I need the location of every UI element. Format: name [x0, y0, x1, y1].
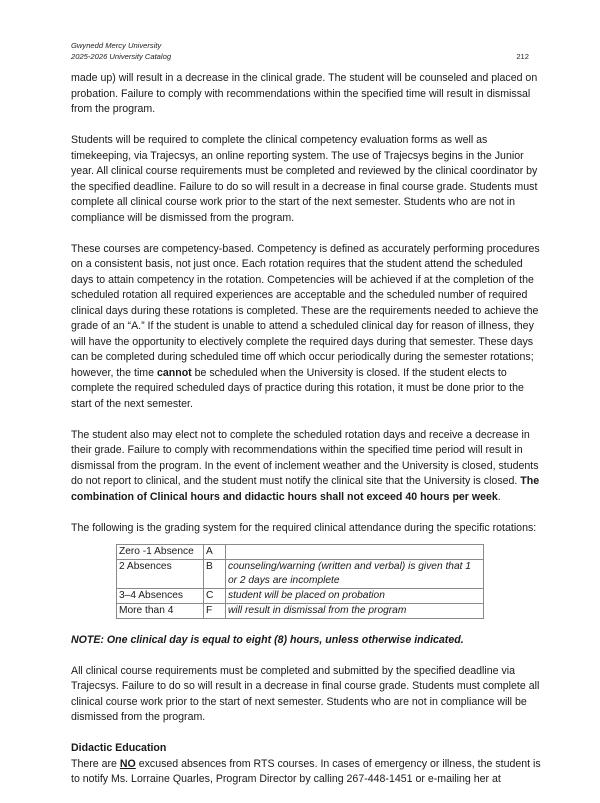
- grading-table-row: [117, 545, 484, 560]
- paragraph-requirements: All clinical course requirements must be completed and submitted by the specified deadline via Trajecsys. Failure to do so will result in a decrease in final course grade. Students must complete all clinical course work prior to the start of next semester. Students who are not in compliance will be dismissed from the program.: [71, 664, 540, 723]
- emphasis-cannot: cannot: [156, 366, 192, 379]
- paragraph-trajecsys: Students will be required to complete the clinical competency evaluation forms as well as timekeeping, via Trajecsys, an online reporting system. The use of Trajecsys begins in the Junior year. All clinical course requirements must be completed and reviewed by the clinical coordinator by the specified deadline. Failure to do so will result in a decrease in final course grade. Students must complete all clinical course work prior to the start of the next semester. Students who are not in compliance will be dismissed from the program.: [71, 134, 538, 224]
- paragraph-rotation-days: [71, 428, 541, 506]
- consequence-cell: [226, 545, 484, 560]
- note-clinical-day: NOTE: One clinical day is equal to eight (8) hours, unless otherwise indicated.: [71, 633, 464, 646]
- emphasis-hours-limit: The combination of Clinical hours and didactic hours shall not exceed 40 hours per week: [71, 475, 540, 503]
- catalog-title: 2025-2026 University Catalog: [71, 52, 172, 61]
- paragraph-didactic: [71, 757, 541, 788]
- consequence-cell: will result in dismissal from the program: [226, 604, 484, 619]
- absences-cell: 3–4 Absences: [117, 589, 204, 604]
- absences-cell: Zero -1 Absence: [117, 545, 204, 560]
- text-run: excused absences from RTS courses. In cases of emergency or illness, the student is to notify Ms. Lorraine Quarles, Program Director by calling 267-448-1451 or e-mailing her at: [71, 757, 541, 785]
- grade-cell: A: [204, 545, 226, 560]
- text-run: .: [497, 490, 501, 503]
- grading-table: [116, 544, 484, 619]
- page-body: [71, 71, 541, 803]
- grading-table-row: [117, 604, 484, 619]
- grade-cell: B: [204, 560, 226, 589]
- grading-table-row: [117, 589, 484, 604]
- section-heading-didactic: Didactic Education: [71, 742, 167, 754]
- text-run: There are: [71, 757, 120, 770]
- absences-cell: More than 4: [117, 604, 204, 619]
- grade-cell: F: [204, 604, 226, 619]
- grading-table-row: [117, 560, 484, 589]
- grading-table-wrap: [71, 542, 541, 619]
- consequence-cell: counseling/warning (written and verbal) is given that 1 or 2 days are incomplete: [226, 560, 484, 589]
- paragraph-grading-intro: The following is the grading system for the required clinical attendance during the specific rotations:: [71, 521, 537, 534]
- text-run: These courses are competency-based. Competency is defined as accurately performing procedures on a consistent basis, not just once. Each rotation requires that the student attend the scheduled days to attain competency in the rotation. Competencies will be achieved if at the completion of the scheduled rotation all required experiences are acceptable and the scheduled number of required clinical days during these rotations is completed. These are the requirements needed to achieve the grade of an “A.” If the student is unable to attend a scheduled clinical day for reason of illness, they will have the opportunity to electively complete the required days during that semester. These days can be completed during scheduled time off which occur periodically during the semester rotations; however, the time: [71, 242, 540, 379]
- running-header: [71, 40, 171, 62]
- institution-name: Gwynedd Mercy University: [71, 41, 162, 50]
- grade-cell: C: [204, 589, 226, 604]
- paragraph-competency: [71, 242, 541, 413]
- absences-cell: 2 Absences: [117, 560, 204, 589]
- page-number: 212: [516, 52, 529, 61]
- paragraph-continuation: made up) will result in a decrease in the clinical grade. The student will be counseled and placed on probation. Failure to comply with recommendations within the specified time will result in dismissal from the program.: [71, 72, 538, 115]
- text-run: The student also may elect not to complete the scheduled rotation days and receive a decrease in their grade. Failure to comply with recommendations within the specified time period will result in dismissal from the program. In the event of inclement weather and the University is closed, students do not report to clinical, and the student must notify the clinical site that the University is closed.: [71, 428, 539, 487]
- text-run: be scheduled when the University is closed. If the student elects to complete the required scheduled days of practice during this rotation, it must be done prior to the start of the next semester.: [71, 366, 524, 410]
- consequence-cell: student will be placed on probation: [226, 589, 484, 604]
- emphasis-no: NO: [119, 757, 136, 770]
